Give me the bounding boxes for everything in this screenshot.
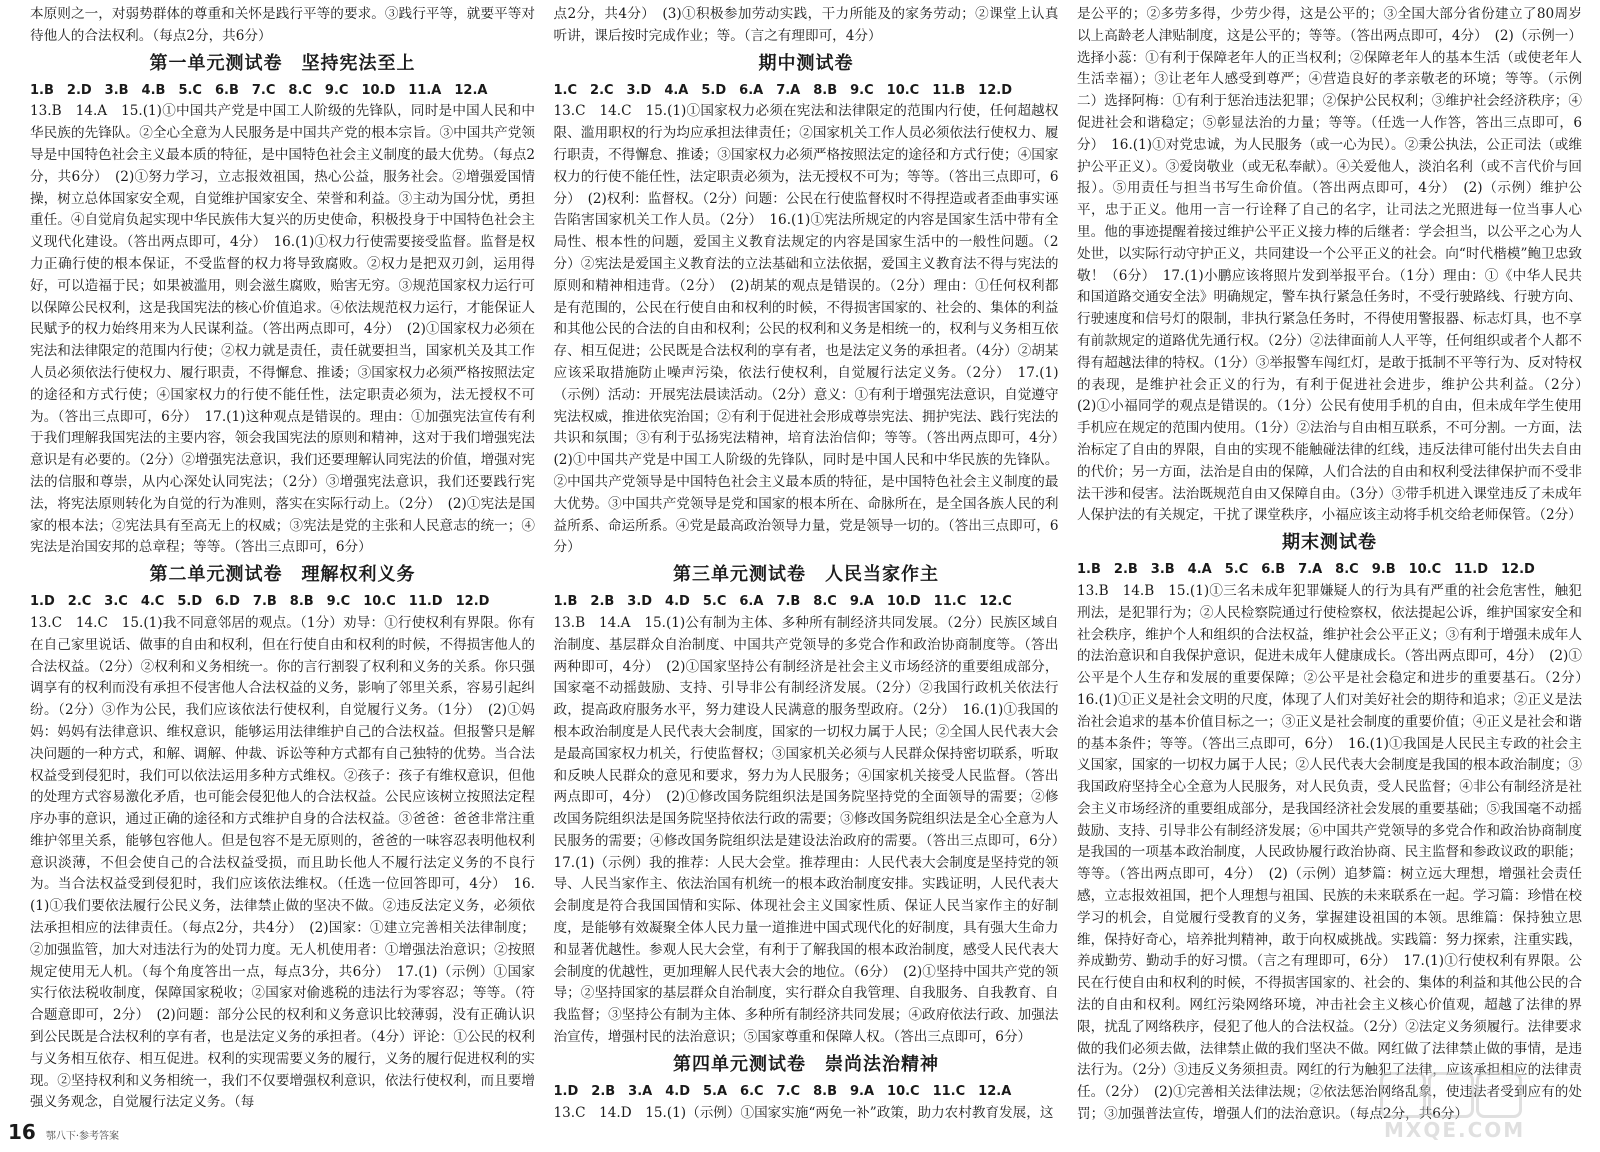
section-title-midterm: 期中测试卷 — [758, 52, 854, 74]
section-title-unit-2: 第二单元测试卷 理解权利义务 — [149, 564, 416, 586]
page-footer — [8, 1120, 119, 1144]
section-answer-body: 13.C 14.C 15.(1)我不同意邻居的观点。（1分）劝导：①行使权利有界限。你有在自己家里说话、做事的自由和权利，但在行使自由和权利的时候，不得损害他人的合法权益。（2分）②权利和义务相统一。你的言行割裂了权利和义务的关系。你只强调享有的权利而没有承担不侵害他人合法权益的义务，影响了邻里关系，容易引起纠纷。（2分）③作为公民，我们应该依法行使权利，自觉履行义务。（1分） (2)①妈妈：妈妈有法律意识、维权意识，能够运用法律维护自己的合法权益。但报警只是解决问题的一种方式，和解、调解、仲裁、诉讼等种方式都有自己独特的优势。当合法权益受到侵犯时，我们可以依法运用多种方式维权。②孩子：孩子有维权意识，但他的处理方式容易激化矛盾，也可能会侵犯他人的合法权益。公民应该树立按照法定程序办事的意识，通过正确的途径和方式维护自身的合法权益。③爸爸：爸爸非常注重维护邻里关系，能够包容他人。但是包容不是无原则的，爸爸的一味容忍表明他权利意识淡薄，不但会使自己的合法权益受损，而且助长他人不履行法定义务的不良行为。当合法权益受到侵犯时，我们应该依法维权。（任选一位回答即可，4分） 16.(1)①我们要依法履行公民义务，法律禁止做的坚决不做。②违反法定义务，必须依法承担相应的法律责任。（每点2分，共4分） (2)国家：①建立完善相关法律制度；②加强监管，加大对违法行为的处罚力度。无人机使用者：①增强法治意识；②按照规定使用无人机。（每个角度答出一点，每点3分，共6分） 17.(1)（示例）①国家实行依法税收制度，保障国家税收；②国家对偷逃税的违法行为零容忍；等等。（符合题意即可，2分） (2)问题：部分公民的权利和义务意识比较薄弱，没有正确认识到公民既是合法权利的享有者，也是法定义务的承担者。（4分）评论：①公民的权利与义务相互依存、相互促进。权利的实现需要义务的履行，义务的履行促进权利的实现。②坚持权利和义务相统一，我们不仅要增强权利意识，依法行使权利，而且要增强义务观念，自觉履行法定义务。（每 — [30, 614, 535, 1111]
column-middle — [553, 4, 1073, 1121]
section-answer-body: 13.B 14.A 15.(1)公有制为主体、多种所有制经济共同发展。（2分）民族区域自治制度、基层群众自治制度、中国共产党领导的多党合作和政治协商制度等。（答出两种即可，4分） (2)①国家坚持公有制经济是社会主义市场经济的重要组成部分，国家毫不动摇鼓励、支持、引导非公有制经济发展。（2分）②我国行政机关依法行政，提高政府服务水平，努力建设人民满意的服务型政府。（2分） 16.(1)①我国的根本政治制度是人民代表大会制度，国家的一切权力属于人民；②全国人民代表大会是最高国家权力机关，行使监督权；③国家机关必须与人民群众保持密切联系，听取和反映人民群众的意见和要求，努力为人民服务；④国家机关接受人民监督。（答出两点即可，4分） (2)①修改国务院组织法是国务院坚持党的全面领导的需要；②修改国务院组织法是国务院坚持依法行政的需要；③修改国务院组织法是全心全意为人民服务的需要；④修改国务院组织法是建设法治政府的需要。（答出三点即可，6分） 17.(1)（示例）我的推荐：人民大会堂。推荐理由：人民代表大会制度是坚持党的领导、人民当家作主、依法治国有机统一的根本政治制度安排。实践证明，人民代表大会制度是符合我国国情和实际、体现社会主义国家性质、保证人民当家作主的好制度，是能够有效凝聚全体人民力量一道推进中国式现代化的好制度，具有强大生命力和显著优越性。参观人民大会堂，有利于了解我国的根本政治制度，感受人民代表大会制度的优越性，更加理解人民代表大会的地位。（6分） (2)①坚持中国共产党的领导；②坚持国家的基层群众自治制度，实行群众自我管理、自我服务、自我教育、自我监督；③坚持公有制为主体、多种所有制经济共同发展；④政府依法行政、加强法治宣传，增强村民的法治意识；⑤国家尊重和保障人权。（答出三点即可，6分） — [553, 614, 1073, 1046]
footer-note: 鄂八下·参考答案 — [45, 1131, 120, 1142]
watermark — [1374, 1072, 1574, 1142]
continued-answer-text: 本原则之一，对弱势群体的尊重和关怀是践行平等的要求。③践行平等，就要平等对待他人的合法权利。（每点2分，共6分） — [30, 6, 535, 44]
multiple-choice-answers: 1.C 2.C 3.D 4.A 5.D 6.A 7.A 8.B 9.C 10.C 11.B 12.D — [553, 82, 1012, 98]
multiple-choice-answers: 1.B 2.B 3.B 4.A 5.C 6.B 7.A 8.C 9.B 10.C 11.D 12.D — [1077, 562, 1535, 578]
section-answer-body: 13.B 14.B 15.(1)①三名未成年犯罪嫌疑人的行为具有严重的社会危害性，触犯刑法，是犯罪行为；②人民检察院通过行使检察权，依法提起公诉，维护国家安全和社会秩序，维护个人和组织的合法权益，维护社会公平正义；③有利于增强未成年人的法治意识和自我保护意识，促进未成年人健康成长。（答出两点即可，4分） (2)①公平是个人生存和发展的重要保障；②公平是社会稳定和进步的重要基石。（2分） 16.(1)①正义是社会文明的尺度，体现了人们对美好社会的期待和追求；②正义是法治社会追求的基本价值目标之一；③正义是社会制度的重要价值；④正义是社会和谐的基本条件；等等。（答出三点即可，6分） 16.(1)①我国是人民民主专政的社会主义国家，国家的一切权力属于人民；②人民代表大会制度是我国的根本政治制度；③我国政府坚持全心全意为人民服务，对人民负责，受人民监督；④非公有制经济是社会主义市场经济的重要组成部分，是我国经济社会发展的重要基础；⑤我国毫不动摇鼓励、支持、引导非公有制经济发展；⑥中国共产党领导的多党合作和政治协商制度是我国的一项基本政治制度，人民政协履行政治协商、民主监督和参政议政的职能；等等。（答出两点即可，4分） (2)（示例）追梦篇：树立远大理想，增强社会责任感，立志报效祖国，把个人理想与祖国、民族的未来联系在一起。学习篇：珍惜在校学习的机会，自觉履行受教育的义务，掌握建设祖国的本领。思维篇：保持独立思维，保持好奇心，培养批判精神，敢于向权威挑战。实践篇：努力探索，注重实践，养成勤劳、勤动手的好习惯。（言之有理即可，6分） 17.(1)①行使权利有界限。公民在行使自由和权利的时候，不得损害国家的、社会的、集体的利益和其他公民的合法的自由和权利。网红污染网络环境，冲击社会主义核心价值观，超越了法律的界限，扰乱了网络秩序，侵犯了他人的合法权益。（2分）②法定义务须履行。法律要求做的我们必须去做，法律禁止做的我们坚决不做。网红做了法律禁止做的事情，是违法行为。（2分）③违反义务须担责。网红的行为触犯了法律，应该承担相应的法律责任。（2分） (2)①完善相关法律法规；②依法惩治网络乱象，使违法者受到应有的处罚；③加强普法宣传，增强人们的法治意识。（每点2分，共6分） — [1077, 582, 1596, 1123]
section-title-unit-1: 第一单元测试卷 坚持宪法至上 — [149, 52, 416, 74]
multiple-choice-answers: 1.D 2.C 3.C 4.C 5.D 6.D 7.B 8.B 9.C 10.C 11.D 12.D — [30, 594, 490, 610]
watermark-url: MXQE.COM — [1384, 1118, 1526, 1142]
page-number: 16 — [8, 1120, 36, 1144]
multiple-choice-answers: 1.D 2.B 3.A 4.D 5.A 6.C 7.C 8.B 9.A 10.C 11.C 12.A — [553, 1083, 1012, 1099]
section-answer-body: 13.C 14.D 15.(1)（示例）①国家实施“两免一补”政策，助力农村教育发展，这 — [553, 1104, 1054, 1121]
continued-answer-text: 点2分，共4分） (3)①积极参加劳动实践，干力所能及的家务劳动；②课堂上认真听讲，课后按时完成作业；等。（言之有理即可，4分） — [553, 6, 1059, 44]
multiple-choice-answers: 1.B 2.B 3.D 4.D 5.C 6.A 7.B 8.C 9.A 10.D 11.C 12.C — [553, 594, 1012, 610]
column-left — [30, 4, 535, 1120]
logo-box-icon — [1380, 1072, 1426, 1118]
section-title-final: 期末测试卷 — [1282, 532, 1377, 554]
logo-box-icon — [1428, 1072, 1474, 1118]
column-right — [1077, 4, 1596, 1123]
multiple-choice-answers: 1.B 2.D 3.B 4.B 5.C 6.B 7.C 8.C 9.C 10.D 11.A 12.A — [30, 82, 488, 98]
section-answer-body: 13.C 14.C 15.(1)①国家权力必须在宪法和法律限定的范围内行使，任何超越权限、滥用职权的行为均应承担法律责任；②国家机关工作人员必须依法行使权力、履行职责，不得懈怠、推诿；③国家权力必须严格按照法定的途径和方式行使；④国家权力的行使不能任性，法定职责必须为，法无授权不可为；等等。（答出三点即可，6分） (2)权利：监督权。（2分）问题：公民在行使监督权时不得捏造或者歪曲事实诬告陷害国家机关工作人员。（2分） 16.(1)①宪法所规定的内容是国家生活中带有全局性、根本性的问题，爱国主义教育法规定的内容是国家生活中的一般性问题。（2分）②宪法是爱国主义教育法的立法基础和立法依据，爱国主义教育法不得与宪法的原则和精神相违背。（2分） (2)胡某的观点是错误的。（2分）理由：①任何权利都是有范围的，公民在行使自由和权利的时候，不得损害国家的、社会的、集体的利益和其他公民的合法的自由和权利；公民的权利和义务是相统一的，权利与义务相互依存、相互促进；公民既是合法权利的享有者，也是法定义务的承担者。（4分）②胡某应该采取措施防止噪声污染，依法行使权利，自觉履行法定义务。（2分） 17.(1)（示例）活动：开展宪法晨读活动。（2分）意义：①有利于增强宪法意识，自觉遵守宪法权威，推进依宪治国；②有利于促进社会形成尊崇宪法、拥护宪法、践行宪法的共识和氛围；③有利于弘扬宪法精神，培育法治信仰；等等。（答出两点即可，4分） (2)①中国共产党是中国工人阶级的先锋队，同时是中国人民和中华民族的先锋队。②中国共产党领导是中国特色社会主义最本质的特征，是中国特色社会主义制度的最大优势。③中国共产党领导是党和国家的根本所在、命脉所在，是全国各族人民的利益所系、命运所系。④党是最高政治领导力量，党是领导一切的。（答出三点即可，6分） — [553, 103, 1073, 556]
section-title-unit-3: 第三单元测试卷 人民当家作主 — [673, 564, 939, 586]
section-answer-body: 13.B 14.A 15.(1)①中国共产党是中国工人阶级的先锋队，同时是中国人民和中华民族的先锋队。②全心全意为人民服务是中国共产党的根本宗旨。③中国共产党领导是中国特色社会主义最本质的特征，是中国特色社会主义制度的最大优势。（每点2分，共6分） (2)①努力学习，立志报效祖国，热心公益，服务社会。②增强爱国情操，树立总体国家安全观，自觉维护国家安全、荣誉和利益。③主动为国分忧，勇担重任。④自觉肩负起实现中华民族伟大复兴的历史使命，积极投身于中国特色社会主义现代化建设。（答出两点即可，4分） 16.(1)①权力行使需要接受监督。监督是权力正确行使的根本保证，不受监督的权力将导致腐败。②权力是把双刃剑，运用得好，可以造福于民；如果被滥用，则会滋生腐败，贻害无穷。③规范国家权力运行可以保障公民权利，这是我国宪法的核心价值追求。④依法规范权力运行，才能保证人民赋予的权力始终用来为人民谋利益。（答出两点即可，4分） (2)①国家权力必须在宪法和法律限定的范围内行使；②权力就是责任，责任就要担当，国家机关及其工作人员必须依法行使权力、履行职责，不得懈怠、推诿；③国家权力必须严格按照法定的途径和方式行使；④国家权力的行使不能任性，法定职责必须为，法无授权不可为。（答出三点即可，6分） 17.(1)这种观点是错误的。理由：①加强宪法宣传有利于我们理解我国宪法的主要内容，领会我国宪法的原则和精神，这对于我们增强宪法意识是有必要的。（2分）②增强宪法意识，我们还要理解认同宪法的价值，增强对宪法的信服和尊崇，从内心深处认同宪法；（2分）③增强宪法意识，我们还要践行宪法，将宪法原则转化为自觉的行为准则，落实在实际行动上。（2分） (2)①宪法是国家的根本法；②宪法具有至高无上的权威；③宪法是党的主张和人民意志的统一；④宪法是治国安邦的总章程；等等。（答出三点即可，6分） — [30, 103, 535, 556]
logo-box-icon — [1476, 1072, 1522, 1118]
watermark-logo-icon — [1380, 1072, 1522, 1118]
three-column-layout — [30, 4, 1596, 1123]
section-title-unit-4: 第四单元测试卷 崇尚法治精神 — [673, 1053, 939, 1075]
continued-answer-text: 是公平的；②多劳多得，少劳少得，这是公平的；③全国大部分省份建立了80周岁以上高龄老人津贴制度，这是公平的；等等。（答出两点即可，4分） (2)（示例一）选择小蕊：①有利于保障老年人的正当权利；②保障老年人的基本生活（或使老年人生活幸福）；③让老年人感受到尊严；④营造良好的孝亲敬老的环境；等等。（示例二）选择阿梅：①有利于惩治违法犯罪；②保护公民权利；③维护社会经济秩序；④促进社会和谐稳定；⑤彰显法治的力量；等等。（任选一人作答，答出三点即可，6分） 16.(1)①对党忠诚，为人民服务（或一心为民）。②秉公执法，公正司法（或维护公平正义）。③爱岗敬业（或无私奉献）。④关爱他人，淡泊名利（或不言代价与回报）。⑤用责任与担当书写生命价值。（答出两点即可，4分） (2)（示例）维护公平，忠于正义。他用一言一行诠释了自己的名字，让司法之光照进每一位当事人心里。他的事迹提醒着接过维护公平正义接力棒的后继者：学会担当，以公平之心为人处世，以实际行动守护正义，共同建设一个公平正义的社会。向“时代楷模”鲍卫忠致敬！（6分） 17.(1)小鹏应该将照片发到举报平台。（1分）理由：①《中华人民共和国道路交通安全法》明确规定，警车执行紧急任务时，不受行驶路线、行驶方向、行驶速度和信号灯的限制，非执行紧急任务时，不得使用警报器、标志灯具，也不享有前款规定的道路优先通行权。（2分）②法律面前人人平等，任何组织或者个人都不得有超越法律的特权。（1分）③举报警车闯红灯，是敢于抵制不平等行为、反对特权的表现，是维护社会正义的行为，有利于促进社会进步，维护公共利益。（2分） (2)①小福同学的观点是错误的。（1分）公民有使用手机的自由，但未成年学生使用手机应在规定的范围内使用。（1分）②法治与自由相互联系，不可分割。一方面，法治标定了自由的界限，自由的实现不能触碰法律的红线，违反法律可能付出失去自由的代价；另一方面，法治是自由的保障，人们合法的自由和权利受法律保护而不受非法干涉和侵害。法治既规范自由又保障自由。（3分）③带手机进入课堂违反了未成年人保护法的有关规定，干扰了课堂秩序，小福应该主动将手机交给老师保管。（2分） — [1077, 6, 1596, 524]
